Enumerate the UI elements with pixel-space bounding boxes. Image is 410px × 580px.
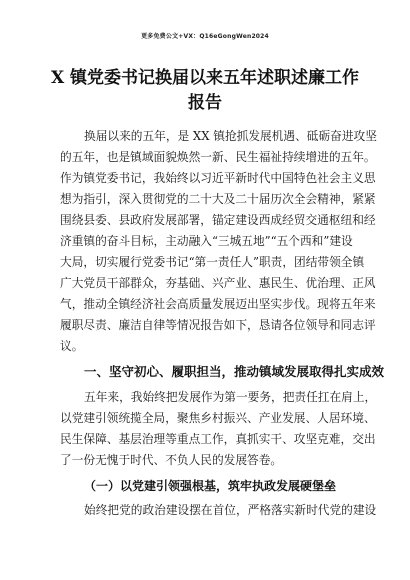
section-1-line: 民生保障、基层治理等重点工作，真抓实干、攻坚克难，交出 xyxy=(60,432,376,446)
page-header: 更多免费公文+VX：Q16eGongWen2024 xyxy=(141,33,269,40)
intro-line: 广大党员干部群众，夯基础、兴产业、惠民生、优治理、正风 xyxy=(60,276,376,290)
subsection-1-heading: （一）以党建引领强根基，筑牢执政发展硬堡垒 xyxy=(84,479,337,493)
intro-line: 的五年，也是镇域面貌焕然一新、民生福祉持续增进的五年。 xyxy=(60,150,376,164)
intro-line: 履职尽责、廉洁自律等情况报告如下，恳请各位领导和同志评 xyxy=(60,318,376,332)
section-1-line: 五年来，我始终把发展作为第一要务，把责任扛在肩上， xyxy=(84,390,377,404)
document-title-line-2: 报告 xyxy=(188,93,222,113)
intro-line: 议。 xyxy=(60,339,84,353)
intro-line: 想为指引，深入贯彻党的二十大及二十届历次全会精神，紧紧 xyxy=(60,192,376,206)
intro-line: 济重镇的奋斗目标，主动融入“三城五地”“五个西和”建设 xyxy=(60,234,353,248)
section-1-heading: 一、坚守初心、履职担当，推动镇域发展取得扎实成效 xyxy=(84,364,385,379)
intro-line: 换届以来的五年，是 XX 镇抢抓发展机遇、砥砺奋进攻坚 xyxy=(84,129,377,143)
document-title-line-1: X 镇党委书记换届以来五年述职述廉工作 xyxy=(50,68,360,88)
subsection-1-line: 始终把党的政治建设摆在首位，严格落实新时代党的建设 xyxy=(84,503,377,517)
intro-line: 围绕县委、县政府发展部署，锚定建设西成经贸交通枢纽和经 xyxy=(60,213,376,227)
section-1-line: 以党建引领统揽全局，聚焦乡村振兴、产业发展、人居环境、 xyxy=(60,411,376,425)
section-1-line: 了一份无愧于时代、不负人民的发展答卷。 xyxy=(60,453,283,467)
intro-line: 气，推动全镇经济社会高质量发展迈出坚实步伐。现将五年来 xyxy=(60,297,376,311)
intro-line: 作为镇党委书记，我始终以习近平新时代中国特色社会主义思 xyxy=(60,171,376,185)
intro-line: 大局，切实履行党委书记“第一责任人”职责，团结带领全镇 xyxy=(60,255,365,269)
